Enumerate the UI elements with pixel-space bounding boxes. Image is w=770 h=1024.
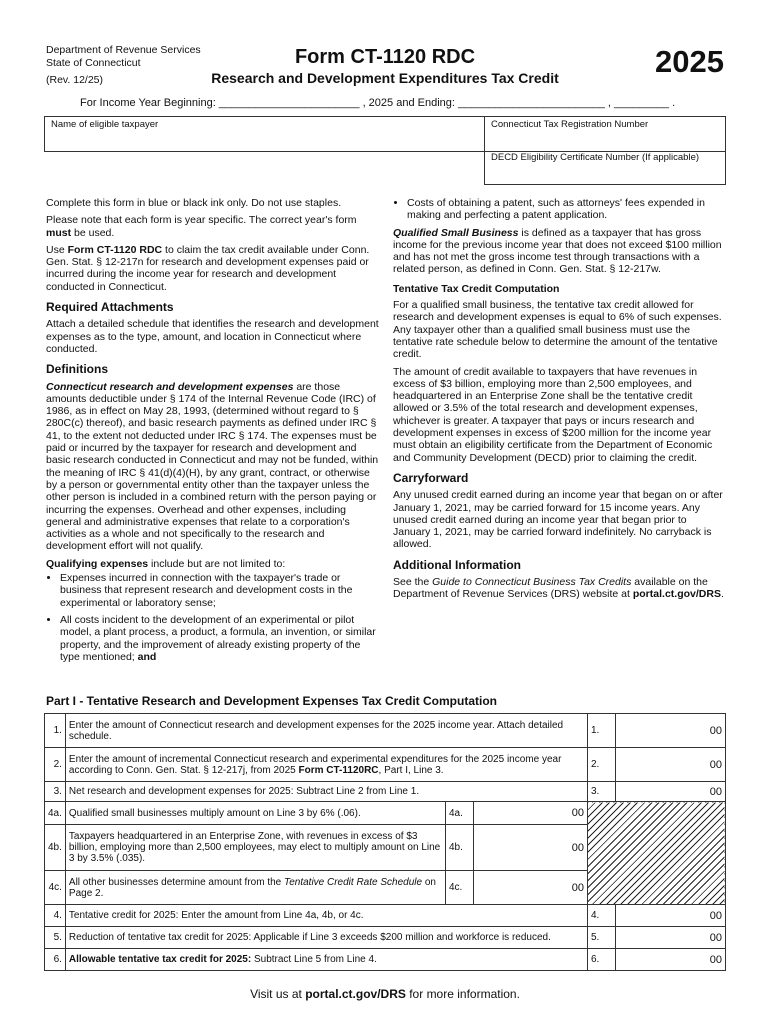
dept-name: Department of Revenue Services: [46, 44, 201, 56]
drs-link[interactable]: portal.ct.gov/DRS: [632, 588, 721, 601]
line-description: Qualified small businesses multiply amount on Line 3 by 6% (.06).: [65, 802, 445, 825]
table-row: [45, 714, 726, 748]
footer-drs-link[interactable]: portal.ct.gov/DRS: [305, 987, 406, 1001]
line-ref: 6.: [587, 949, 615, 971]
decd-certificate-label: DECD Eligibility Certificate Number (If applicable): [491, 152, 700, 163]
line-number: 5.: [45, 927, 66, 949]
qsb-definition: Qualified Small Business is defined as a taxpayer that has gross income for the previous income year that does not exceed $100 million and has not met the gross income test through transactions with a related person, as defined in Conn. Gen. Stat. § 12-217w.: [393, 226, 722, 276]
line-number: 2.: [45, 748, 66, 782]
line-ref: 4a.: [445, 802, 473, 825]
tax-registration-field[interactable]: [484, 116, 726, 152]
line1-amount-field[interactable]: 00: [615, 714, 725, 748]
line4a-amount-field[interactable]: 00: [473, 802, 587, 825]
additional-info-text: See the Guide to Connecticut Business Tax Credits available on the Department of Revenue Services (DRS) website at portal.ct.gov/DRS.: [393, 576, 724, 601]
table-row: [45, 802, 726, 825]
qualifying-expenses-intro: Qualifying expenses include but are not limited to:: [46, 557, 286, 570]
list-item: • Expenses incurred in connection with the taxpayer's trade or business that represent research and development costs in the experimental or laboratory sense;: [60, 572, 379, 609]
qualifying-expenses-list: [46, 572, 379, 663]
table-row: [45, 748, 726, 782]
line-number: 3.: [45, 782, 66, 802]
line-ref: 2.: [587, 748, 615, 782]
line-number: 4.: [45, 905, 66, 927]
year-specific-note: Please note that each form is year specific. The correct year's form must be used.: [46, 214, 357, 239]
definitions-heading: Definitions: [46, 362, 108, 377]
line-number: 4c.: [45, 871, 66, 905]
state-name: State of Connecticut: [46, 56, 141, 69]
revision-date: (Rev. 12/25): [46, 74, 103, 86]
line4-amount-field[interactable]: 00: [615, 905, 725, 927]
carryforward-heading: Carryforward: [393, 470, 469, 485]
instructions-left-column: [46, 197, 379, 668]
line5-amount-field[interactable]: 00: [615, 927, 725, 949]
table-row: [45, 949, 726, 971]
line3-amount-field[interactable]: 00: [615, 782, 725, 802]
line-ref: 5.: [587, 927, 615, 949]
additional-info-heading: Additional Information: [393, 557, 521, 572]
decd-certificate-field[interactable]: [484, 151, 726, 185]
taxpayer-name-label: Name of eligible taxpayer: [51, 119, 159, 130]
line-ref: 4.: [587, 905, 615, 927]
qualifying-expenses-list-cont: [393, 197, 726, 222]
line-ref: 3.: [587, 782, 615, 802]
table-row: [45, 927, 726, 949]
line-description: Allowable tentative tax credit for 2025: Subtract Line 5 from Line 4.: [65, 949, 587, 971]
income-year-line[interactable]: For Income Year Beginning: _______________________ , 2025 and Ending: ________________________ , _________ .: [80, 97, 676, 109]
tentative-credit-text-1: For a qualified small business, the tentative tax credit allowed for research and development expenses is equal to 6% of such expenses. Any taxpayer other than a qualified small business must use the tentative rate schedule below to determine the amount of the tentative credit.: [393, 299, 722, 361]
part1-table: [44, 713, 726, 971]
line-description: Enter the amount of Connecticut research and development expenses for the 2025 income year. Attach detailed schedule.: [65, 714, 587, 748]
instructions-right-column: [393, 197, 726, 606]
line-description: All other businesses determine amount from the Tentative Credit Rate Schedule on Page 2.: [65, 871, 445, 905]
rd-expenses-definition: Connecticut research and development expenses are those amounts deductible under § 174 of the Internal Revenue Code (IRC) of 1986, as in effect on May 28, 1993, (determined without regard to § 280C(c) thereof), and basic research payments as defined under IRC § 41, to the extent not deducted under IRC § 174. The expenses must be paid or incurred by the taxpayer for research and development and basic research conducted in Connecticut and may not be funded, within the meaning of IRC § 41(d)(4)(H), by any grant, contract, or otherwise by a person or governmental entity other than the taxpayer unless the other person is included in a combined return with the person paying or incurring the expenses. Overhead and other expenses, including general and administrative expenses that relate to a corporation's activities as a whole and not specifically to the research and development effort will not qualify.: [46, 380, 379, 553]
line-ref: 1.: [587, 714, 615, 748]
table-row: [45, 782, 726, 802]
tax-registration-label: Connecticut Tax Registration Number: [491, 119, 649, 130]
ink-instruction: Complete this form in blue or black ink only. Do not use staples.: [46, 197, 342, 209]
form-title: Form CT-1120 RDC: [294, 46, 476, 68]
line-description: Reduction of tentative tax credit for 2025: Applicable if Line 3 exceeds $200 million and workforce is reduced.: [65, 927, 587, 949]
line6-amount-field[interactable]: 00: [615, 949, 725, 971]
line4b-amount-field[interactable]: 00: [473, 825, 587, 871]
line-number: 4b.: [45, 825, 66, 871]
line4c-amount-field[interactable]: 00: [473, 871, 587, 905]
form-subtitle: Research and Development Expenditures Tax Credit: [211, 70, 559, 86]
part1-title: Part I - Tentative Research and Development Expenses Tax Credit Computation: [46, 694, 498, 708]
line-description: Net research and development expenses for 2025: Subtract Line 2 from Line 1.: [65, 782, 587, 802]
line-number: 6.: [45, 949, 66, 971]
table-row: [45, 905, 726, 927]
taxpayer-name-field[interactable]: [44, 116, 485, 152]
line-description: Enter the amount of incremental Connecticut research and experimental expenditures for the 2025 income year according to Conn. Gen. Stat. § 12-217j, from 2025 Form CT-1120RC, Part I, Line 3.: [65, 748, 587, 782]
hatched-area: [587, 802, 725, 905]
line-number: 4a.: [45, 802, 66, 825]
list-item: • All costs incident to the development of an experimental or pilot model, a plant process, a product, a formula, an invention, or similar property, and the improvement of already existing property of the type mentioned; and: [60, 614, 379, 663]
attachments-heading: Required Attachments: [46, 300, 174, 315]
carryforward-text: Any unused credit earned during an income year that began on or after January 1, 2021, may be carried forward for 15 income years. Any unused credit earned during an income year that began prior to January 1, 2021, may be carried forward indefinitely. No carryback is allowed.: [393, 489, 723, 551]
line-description: Taxpayers headquartered in an Enterprise Zone, with revenues in excess of $3 billion, employing more than 2,500 employees, may elect to multiply amount on Line 3 by 3.5% (.035).: [65, 825, 445, 871]
tax-year: 2025: [655, 44, 724, 79]
line-number: 1.: [45, 714, 66, 748]
line-ref: 4b.: [445, 825, 473, 871]
line-description: Tentative credit for 2025: Enter the amount from Line 4a, 4b, or 4c.: [65, 905, 587, 927]
footer-note: Visit us at portal.ct.gov/DRS for more information.: [250, 987, 520, 1001]
line-ref: 4c.: [445, 871, 473, 905]
tentative-credit-heading: Tentative Tax Credit Computation: [393, 282, 560, 295]
attachments-text: Attach a detailed schedule that identifies the research and development expenses as to the type, amount, and location in Connecticut where conducted.: [46, 318, 379, 355]
form-purpose: Use Form CT-1120 RDC to claim the tax credit available under Conn. Gen. Stat. § 12-217n for research and development expenses paid or incurred during the income year for research and development conducted in Connecticut.: [46, 243, 370, 293]
list-item: • Costs of obtaining a patent, such as attorneys' fees expended in making and perfecting a patent application.: [407, 197, 726, 222]
tentative-credit-text-2: The amount of credit available to taxpayers that have revenues in excess of $3 billion, employing more than 2,500 employees, and headquartered in an Enterprise Zone shall be the tentative credit allowed or 3.5% of the total research and development expenses, whichever is greater. A taxpayer that pays or incurs research and development expenses in excess of $200 million for the income year must obtain an eligibility certificate from the Department of Economic and Community Development (DECD) prior to claiming the credit.: [393, 365, 713, 464]
line2-amount-field[interactable]: 00: [615, 748, 725, 782]
